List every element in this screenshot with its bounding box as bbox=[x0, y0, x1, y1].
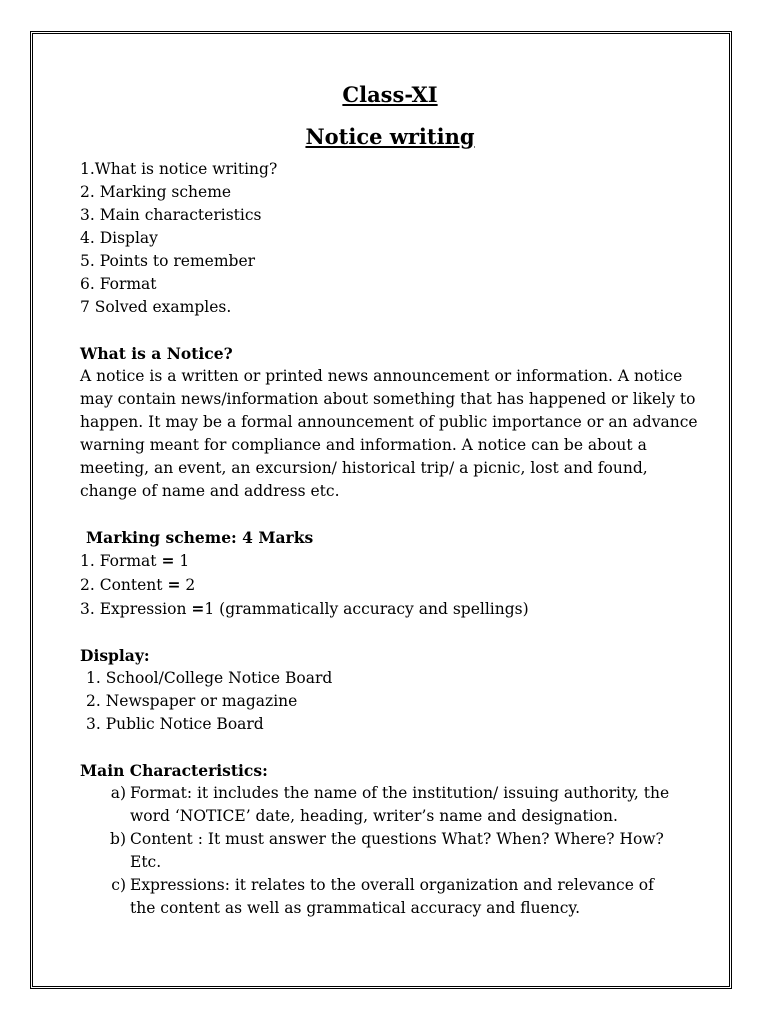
list-text: Expressions: it relates to the overall organization and relevance of the content as well as grammatical accuracy and fluency. bbox=[130, 876, 654, 917]
section-paragraph: A notice is a written or printed news announcement or information. A notice may contain news/information about something that has happened or likely to happen. It may be a formal announcement of public importance or an advance warning meant for compliance and information. A notice can be about a meeting, an event, an excursion/ historical trip/ a picnic, lost and found, change of name and address etc. bbox=[80, 367, 698, 500]
document-title: Class-XI bbox=[342, 82, 438, 107]
list-item: 2. Newspaper or magazine bbox=[86, 692, 298, 710]
document-subtitle: Notice writing bbox=[305, 124, 475, 149]
toc-item: 1.What is notice writing? bbox=[80, 160, 278, 178]
spacer bbox=[80, 736, 700, 759]
section-main-characteristics bbox=[80, 759, 700, 920]
list-item: 1. Format = 1 bbox=[80, 551, 190, 570]
section-heading: Main Characteristics: bbox=[80, 761, 268, 780]
list-item bbox=[80, 828, 700, 874]
section-marking-scheme bbox=[80, 526, 700, 621]
toc-item: 4. Display bbox=[80, 229, 158, 247]
spacer bbox=[80, 319, 700, 342]
document-body bbox=[80, 80, 700, 920]
section-heading: What is a Notice? bbox=[80, 344, 233, 363]
section-display bbox=[80, 644, 700, 736]
toc-item: 7 Solved examples. bbox=[80, 298, 232, 316]
list-item: 3. Expression =1 (grammatically accuracy and spellings) bbox=[80, 599, 529, 618]
list-item: 1. School/College Notice Board bbox=[86, 669, 333, 687]
spacer bbox=[80, 621, 700, 644]
toc-item: 6. Format bbox=[80, 275, 157, 293]
list-text: Format: it includes the name of the institution/ issuing authority, the word ‘NOTICE’ date, heading, writer’s name and designation. bbox=[130, 784, 670, 825]
section-heading: Marking scheme: 4 Marks bbox=[86, 528, 314, 547]
list-marker: c) bbox=[111, 876, 126, 894]
list-item bbox=[80, 874, 700, 920]
list-text: Content : It must answer the questions What? When? Where? How? Etc. bbox=[130, 830, 664, 871]
list-item bbox=[80, 782, 700, 828]
list-marker: b) bbox=[110, 830, 126, 848]
list-item: 3. Public Notice Board bbox=[86, 715, 264, 733]
toc-item: 5. Points to remember bbox=[80, 252, 256, 270]
section-heading: Display: bbox=[80, 646, 150, 665]
toc-item: 2. Marking scheme bbox=[80, 183, 232, 201]
spacer bbox=[80, 503, 700, 526]
table-of-contents bbox=[80, 158, 700, 319]
list-item: 2. Content = 2 bbox=[80, 575, 196, 594]
list-marker: a) bbox=[110, 784, 126, 802]
toc-item: 3. Main characteristics bbox=[80, 206, 262, 224]
section-what-is-notice bbox=[80, 342, 700, 503]
